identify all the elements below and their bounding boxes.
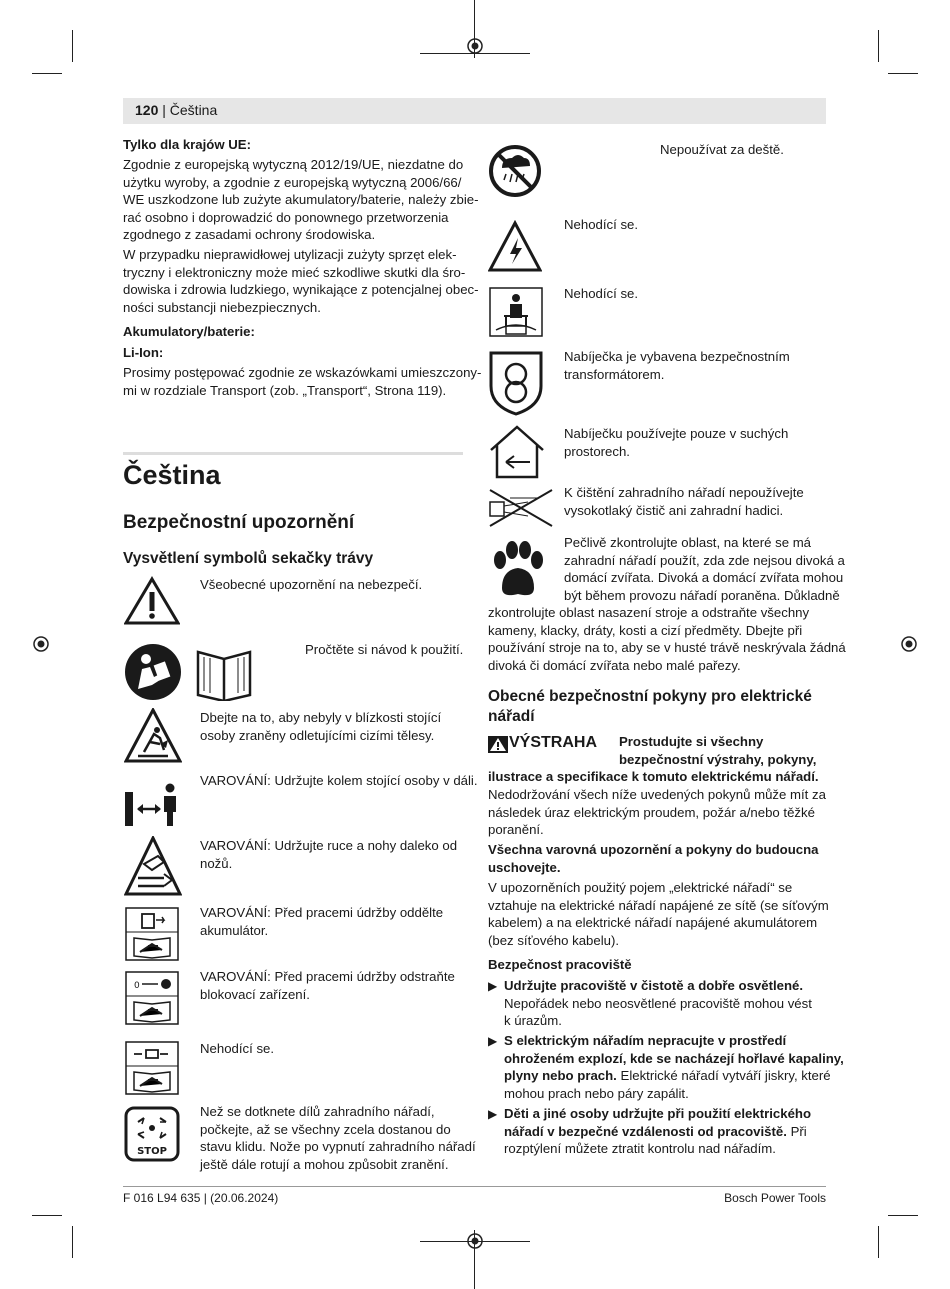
bullet-marker: ▶ bbox=[488, 1034, 498, 1048]
no-rain-icon bbox=[488, 144, 542, 198]
symbol-text: VAROVÁNÍ: Udržujte ruce a nohy daleko od nožů. bbox=[200, 838, 458, 871]
symbol-text: VAROVÁNÍ: Udržujte kolem stojící osoby v dáli. bbox=[200, 773, 478, 788]
keep-distance-icon bbox=[124, 778, 180, 828]
page-header bbox=[123, 98, 826, 124]
text-line: Prosimy postępować zgodnie ze wskazówkami umieszczony- bbox=[123, 365, 482, 380]
bullet-item: Udržujte pracoviště v čistotě a dobře osvětlené. Nepořádek nebo neosvětlené pracoviště mohou vést k úrazům. bbox=[504, 978, 812, 1029]
general-safety-title: Obecné bezpečnostní pokyny pro elektrické nářadí bbox=[488, 688, 812, 725]
read-manual-icon bbox=[124, 643, 254, 701]
keep-instructions-heading: Všechna varovná upozornění a pokyny do budoucna uschovejte. bbox=[488, 842, 819, 875]
indoor-use-icon bbox=[488, 424, 546, 480]
eu-paragraph bbox=[123, 156, 479, 244]
text-line: následek úraz elektrickým proudem, požár a/nebo těžké bbox=[488, 804, 815, 820]
term-paragraph bbox=[488, 879, 829, 949]
liion-paragraph bbox=[123, 364, 481, 399]
subsection-title: Vysvětlení symbolů sekačky trávy bbox=[123, 550, 374, 567]
symbol-text: Nehodící se. bbox=[200, 1041, 275, 1056]
stop-blades-icon bbox=[124, 1106, 180, 1162]
symbol-text: VAROVÁNÍ: Před pracemi údržby odstraňte blokovací zařízení. bbox=[200, 969, 455, 1002]
symbol-text: Všeobecné upozornění na nebezpečí. bbox=[200, 577, 423, 592]
symbol-text: Nabíječka je vybavena bezpečnostním transformátorem. bbox=[564, 349, 790, 382]
svg-text:0: 0 bbox=[134, 981, 140, 991]
bullet-marker: ▶ bbox=[488, 1107, 498, 1121]
bullet-item: Děti a jiné osoby udržujte při použití elektrického nářadí v bezpečné vzdálenosti od pracoviště. Při rozptýlení můžete ztratit kontrolu nad nářadím. bbox=[504, 1106, 812, 1157]
animal-text-full: zkontrolujte oblast nasazení stroje a odstraňte všechny kameny, klacky, dráty, kosti a cizí předměty. Dbejte při používání stroje na to, aby se v husté trávě neskrývala žádná divoká či domácí zvířata nebo malé pařezy. bbox=[488, 605, 846, 673]
page-header-text: 120 | Čeština bbox=[135, 102, 218, 118]
text-line: zgodnego z zasadami ochrony środowiska. bbox=[123, 227, 376, 243]
footer-left: F 016 L94 635 | (20.06.2024) bbox=[123, 1191, 279, 1205]
text-line: poranění. bbox=[488, 822, 544, 838]
text-line: Nedodržování všech níže uvedených pokynů může mít za bbox=[488, 787, 826, 802]
header-language: Čeština bbox=[169, 102, 218, 118]
registration-mark-icon bbox=[898, 633, 920, 655]
symbol-text: Pročtěte si návod k použití. bbox=[305, 642, 464, 657]
eu-heading: Tylko dla krajów UE: bbox=[123, 137, 251, 152]
warning-badge-icon bbox=[488, 736, 508, 753]
warning-paragraph bbox=[488, 786, 826, 839]
animal-paw-icon bbox=[488, 540, 548, 600]
text-line: użytku wyroby, a zgodnie z europejską wytyczną 2006/66/ bbox=[123, 174, 462, 190]
text-line: tryczny i elektroniczny może mieć szkodliwe skutki dla śro- bbox=[123, 264, 466, 280]
battery-heading: Akumulatory/baterie: bbox=[123, 324, 255, 339]
text-line: mi w rozdziale Transport (zob. „Transport“, Strona 119). bbox=[123, 382, 447, 398]
text-line: W przypadku nieprawidłowej utylizacji zużyty sprzęt elek- bbox=[123, 247, 457, 262]
registration-mark-icon bbox=[464, 35, 486, 57]
text-line: dowiska i zdrowia ludzkiego, wynikające z potencjalnej obec- bbox=[123, 282, 479, 298]
workplace-heading: Bezpečnost pracoviště bbox=[488, 957, 632, 972]
text-line: Zgodnie z europejską wytyczną 2012/19/UE, niezdatne do bbox=[123, 157, 464, 172]
text-line: (bez síťového kabelu). bbox=[488, 932, 620, 948]
symbol-text: Nehodící se. bbox=[564, 286, 639, 301]
eu-paragraph-2 bbox=[123, 246, 479, 316]
registration-mark-icon bbox=[464, 1230, 486, 1252]
section-divider bbox=[123, 452, 463, 455]
safety-transformer-icon bbox=[488, 350, 544, 416]
remove-battery-icon bbox=[124, 906, 180, 962]
text-line: vztahuje na elektrické nářadí napájené ze sítě (se síťovým bbox=[488, 897, 829, 913]
footer-rule bbox=[123, 1186, 826, 1187]
warning-bold-text: Prostudujte si všechny bezpečnostní výstrahy, pokyny, bbox=[619, 734, 817, 767]
animal-text: Pečlivě zkontrolujte oblast, na které se má zahradní nářadí použít, zda zde nejsou divoká a domácí zvířata. Divoká a domácí zvířata mohou být během provozu nářadí poraněna. Důkladně bbox=[564, 535, 845, 603]
text-line: rać osobno i doprowadzić do ponownego przetworzenia bbox=[123, 209, 449, 225]
text-line: WE uszkodzone lub zużyte akumulatory/baterie, należy zbie- bbox=[123, 192, 479, 208]
blade-hands-icon bbox=[124, 836, 182, 898]
symbol-text: Nepoužívat za deště. bbox=[660, 142, 784, 157]
chapter-title: Čeština bbox=[123, 460, 221, 490]
symbol-text: Nehodící se. bbox=[564, 217, 639, 232]
electric-hazard-icon bbox=[488, 220, 542, 272]
bullet-marker: ▶ bbox=[488, 979, 498, 993]
symbol-text: VAROVÁNÍ: Před pracemi údržby oddělte akumulátor. bbox=[200, 905, 444, 938]
symbol-text: Dbejte na to, aby nebyly v blízkosti stojící osoby zraněny odletujícími cizími tělesy. bbox=[200, 710, 442, 743]
liion-heading: Li-Ion: bbox=[123, 345, 164, 360]
registration-mark-icon bbox=[30, 633, 52, 655]
remove-key-icon bbox=[124, 970, 180, 1026]
text-line: V upozorněních použitý pojem „elektrické nářadí“ se bbox=[488, 880, 793, 895]
section-title: Bezpečnostní upozornění bbox=[123, 512, 355, 533]
symbol-text: Než se dotknete dílů zahradního nářadí, počkejte, až se všechny zcela dostanou do stavu klidu. Nože po vypnutí zahradního nářadí ještě dále rotují a mohou způsobit zranění. bbox=[200, 1104, 476, 1172]
operator-icon bbox=[488, 286, 544, 338]
flying-debris-icon bbox=[124, 708, 182, 764]
warning-bold-full: ilustrace a specifikace k tomuto elektrickému nářadí. bbox=[488, 769, 819, 784]
text-line: kabelem) a na elektrické nářadí napájené akumulátorem bbox=[488, 915, 818, 931]
page-number: 120 bbox=[135, 102, 159, 118]
footer-right: Bosch Power Tools bbox=[724, 1191, 826, 1205]
stop-label: STOP bbox=[137, 1146, 167, 1157]
symbol-text: K čištění zahradního nářadí nepoužívejte vysokotlaký čistič ani zahradní hadici. bbox=[564, 485, 804, 518]
bullet-item: S elektrickým nářadím nepracujte v prostředí ohroženém explozí, kde se nacházejí hořlavé kapaliny, plyny nebo prach. Elektrické nářadí vytváří jiskry, které mohou prach nebo páry zapálit. bbox=[504, 1033, 844, 1101]
not-applicable-icon bbox=[124, 1040, 180, 1096]
symbol-text: Nabíječku používejte pouze v suchých prostorech. bbox=[564, 426, 789, 459]
no-hose-icon bbox=[488, 488, 554, 528]
warning-label: VÝSTRAHA bbox=[509, 734, 598, 751]
warning-triangle-icon bbox=[124, 576, 180, 626]
text-line: ności substancji niebezpiecznych. bbox=[123, 299, 321, 315]
